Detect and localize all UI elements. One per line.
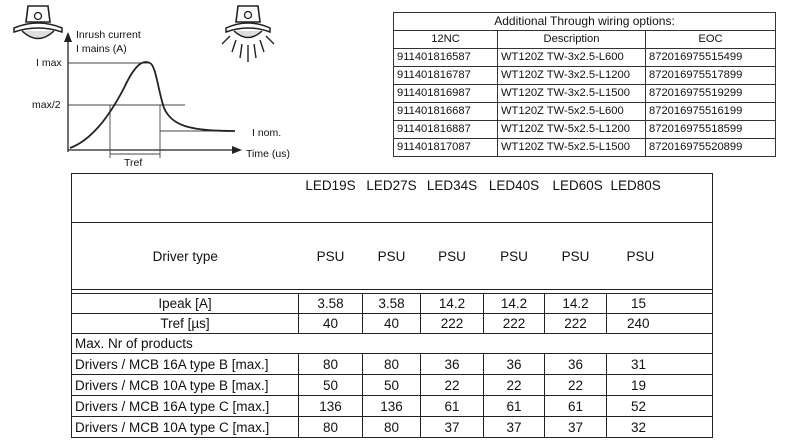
wiring-12nc: 911401816787 — [394, 67, 498, 85]
cell-value: 14.2 — [545, 294, 607, 314]
wiring-eoc: 872016975517899 — [646, 67, 776, 85]
wiring-description: WT120Z TW-5x2.5-L600 — [498, 103, 646, 121]
cell-value: 3.58 — [363, 294, 421, 314]
cell-value: 80 — [299, 417, 363, 438]
wiring-table-caption: Additional Through wiring options: — [394, 13, 776, 31]
wiring-eoc: 872016975516199 — [646, 103, 776, 121]
y-axis-label-2: I mains (A) — [76, 43, 127, 55]
y-axis-label-1: Inrush current — [76, 29, 141, 41]
cell-value: PSU — [545, 223, 607, 290]
wiring-col-eoc: EOC — [646, 31, 776, 49]
row-label: Drivers / MCB 16A type B [max.] — [72, 354, 299, 375]
driver-limits-table — [71, 173, 713, 438]
cell-value: 36 — [421, 354, 484, 375]
cell-value: 40 — [363, 314, 421, 334]
cell-value: PSU — [299, 223, 363, 290]
cell-value: PSU — [363, 223, 421, 290]
row-label: Drivers / MCB 16A type C [max.] — [72, 396, 299, 417]
cell-value: PSU — [421, 223, 484, 290]
cell-value: 37 — [484, 417, 545, 438]
cell-value: 50 — [363, 375, 421, 396]
luminaire-icon — [14, 6, 62, 39]
column-header: LED34S — [421, 174, 484, 223]
cell-value: 40 — [299, 314, 363, 334]
wiring-12nc: 911401816987 — [394, 85, 498, 103]
wiring-12nc: 911401816687 — [394, 103, 498, 121]
cell-value: 136 — [299, 396, 363, 417]
cell-value: 50 — [299, 375, 363, 396]
model-header-row — [72, 174, 713, 223]
cell-value: 36 — [484, 354, 545, 375]
tref-row — [72, 314, 713, 334]
wiring-eoc: 872016975515499 — [646, 49, 776, 67]
table-row — [394, 121, 776, 139]
wiring-12nc: 911401816887 — [394, 121, 498, 139]
wiring-header-row — [394, 31, 776, 49]
cell-value: 15 — [607, 294, 713, 314]
row-label: Drivers / MCB 10A type C [max.] — [72, 417, 299, 438]
wiring-12nc: 911401816587 — [394, 49, 498, 67]
table-row — [72, 417, 713, 438]
cell-value: PSU — [484, 223, 545, 290]
table-row — [394, 139, 776, 157]
wiring-col-description: Description — [498, 31, 646, 49]
table-row — [394, 67, 776, 85]
cell-value: 136 — [363, 396, 421, 417]
max-half-label: max/2 — [32, 99, 61, 111]
table-row — [72, 375, 713, 396]
table-row — [394, 49, 776, 67]
table-row — [72, 396, 713, 417]
column-header: LED19S — [299, 174, 363, 223]
cell-value: 32 — [607, 417, 713, 438]
wiring-description: WT120Z TW-5x2.5-L1200 — [498, 121, 646, 139]
column-header: LED40S — [484, 174, 545, 223]
header-blank — [72, 174, 299, 223]
cell-value: 80 — [363, 417, 421, 438]
cell-value: 36 — [545, 354, 607, 375]
cell-value: 14.2 — [484, 294, 545, 314]
cell-value: 61 — [421, 396, 484, 417]
wiring-eoc: 872016975518599 — [646, 121, 776, 139]
driver-type-row — [72, 223, 713, 290]
tref-label: Tref — [124, 157, 143, 169]
cell-value: 80 — [363, 354, 421, 375]
ipeak-row — [72, 294, 713, 314]
column-header: LED80S — [607, 174, 713, 223]
cell-value: 14.2 — [421, 294, 484, 314]
wiring-description: WT120Z TW-3x2.5-L1500 — [498, 85, 646, 103]
column-header: LED27S — [363, 174, 421, 223]
cell-value: 222 — [421, 314, 484, 334]
row-label: Drivers / MCB 10A type B [max.] — [72, 375, 299, 396]
wiring-description: WT120Z TW-3x2.5-L600 — [498, 49, 646, 67]
cell-value: 3.58 — [299, 294, 363, 314]
cell-value: 37 — [545, 417, 607, 438]
cell-value: 80 — [299, 354, 363, 375]
column-header: LED60S — [545, 174, 607, 223]
through-wiring-table — [393, 12, 776, 157]
cell-value: PSU — [607, 223, 713, 290]
row-label: Tref [µs] — [72, 314, 299, 334]
cell-value: 37 — [421, 417, 484, 438]
time-label: Time (us) — [246, 148, 290, 160]
wiring-12nc: 911401817087 — [394, 139, 498, 157]
cell-value: 240 — [607, 314, 713, 334]
cell-value: 222 — [484, 314, 545, 334]
row-label: Ipeak [A] — [72, 294, 299, 314]
wiring-description: WT120Z TW-5x2.5-L1500 — [498, 139, 646, 157]
row-label: Driver type — [72, 223, 299, 290]
section-row — [72, 334, 713, 354]
cell-value: 61 — [545, 396, 607, 417]
cell-value: 22 — [421, 375, 484, 396]
cell-value: 31 — [607, 354, 713, 375]
cell-value: 22 — [545, 375, 607, 396]
i-nom-label: I nom. — [252, 127, 282, 139]
i-max-label: I max — [36, 57, 62, 69]
wiring-eoc: 872016975520899 — [646, 139, 776, 157]
cell-value: 61 — [484, 396, 545, 417]
section-label: Max. Nr of products — [72, 334, 299, 354]
cell-value: 52 — [607, 396, 713, 417]
luminaire-inrush-icon — [222, 6, 274, 62]
wiring-eoc: 872016975519299 — [646, 85, 776, 103]
cell-value: 22 — [484, 375, 545, 396]
cell-value: 19 — [607, 375, 713, 396]
table-row — [72, 354, 713, 375]
wiring-description: WT120Z TW-3x2.5-L1200 — [498, 67, 646, 85]
table-row — [394, 85, 776, 103]
cell-value: 222 — [545, 314, 607, 334]
wiring-col-12nc: 12NC — [394, 31, 498, 49]
table-row — [394, 103, 776, 121]
inrush-current-diagram — [0, 0, 380, 170]
